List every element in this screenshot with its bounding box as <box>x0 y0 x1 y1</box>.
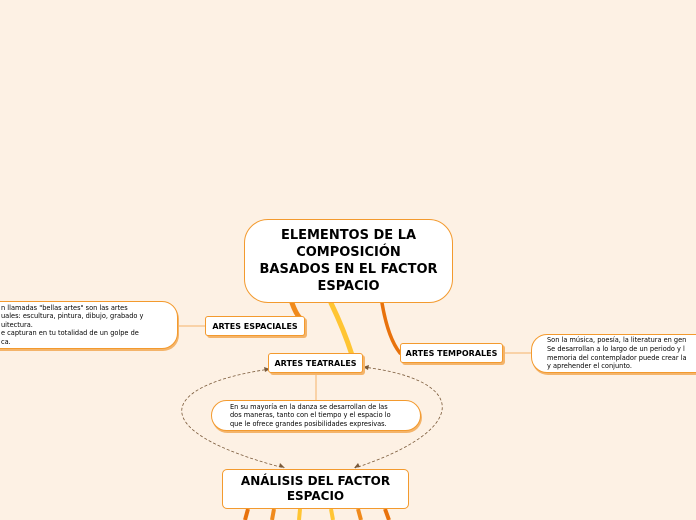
arrowhead-right-top <box>363 365 369 370</box>
description-line: e capturan en tu totalidad de un golpe de <box>1 329 139 338</box>
main-topic-node[interactable] <box>244 219 453 303</box>
branch-out-5 <box>358 509 361 520</box>
description-line: que le ofrece grandes posibilidades expresivas. <box>230 419 387 428</box>
description-artes-teatrales[interactable] <box>211 400 421 431</box>
branch-out-3 <box>299 509 300 520</box>
topic-label: ARTES TEMPORALES <box>405 348 498 358</box>
branch-out-1 <box>245 509 248 520</box>
description-line: memoria del contemplador puede crear la <box>547 353 687 362</box>
branch-out-6 <box>385 509 389 520</box>
description-line: dos maneras, tanto con el tiempo y el espacio lo <box>230 411 391 420</box>
topic-artes-temporales[interactable] <box>400 343 503 363</box>
analysis-topic-node[interactable] <box>222 469 409 509</box>
analysis-topic-title: ANÁLISIS DEL FACTOR ESPACIO <box>240 474 391 503</box>
description-line: Se desarrollan a lo largo de un periodo y l <box>547 344 685 353</box>
topic-label: ARTES TEATRALES <box>274 358 357 368</box>
description-line: uitectura. <box>1 320 33 329</box>
description-line: n llamadas "bellas artes" son las artes <box>1 303 128 312</box>
topic-artes-espaciales[interactable] <box>205 316 305 336</box>
description-line: ca. <box>1 337 11 346</box>
arrowhead-right-bottom <box>354 463 360 468</box>
topic-artes-teatrales[interactable] <box>268 353 363 373</box>
branch-teatrales <box>331 303 352 355</box>
main-topic-title: ELEMENTOS DE LA COMPOSICIÓN BASADOS EN EL FACTOR ESPACIO <box>259 228 438 294</box>
branch-out-2 <box>272 509 274 520</box>
description-line: y aprehender el conjunto. <box>547 362 632 371</box>
description-artes-espaciales[interactable] <box>0 301 178 349</box>
description-line: Son la música, poesía, la literatura en gen <box>547 336 687 345</box>
description-line: En su mayoría en la danza se desarrollan de las <box>230 402 388 411</box>
branch-temporales <box>382 303 400 353</box>
description-artes-temporales[interactable] <box>531 334 696 373</box>
branch-out-4 <box>331 509 333 520</box>
description-line: uales: escultura, pintura, dibujo, grabado y <box>1 312 144 321</box>
topic-label: ARTES ESPACIALES <box>212 321 298 331</box>
